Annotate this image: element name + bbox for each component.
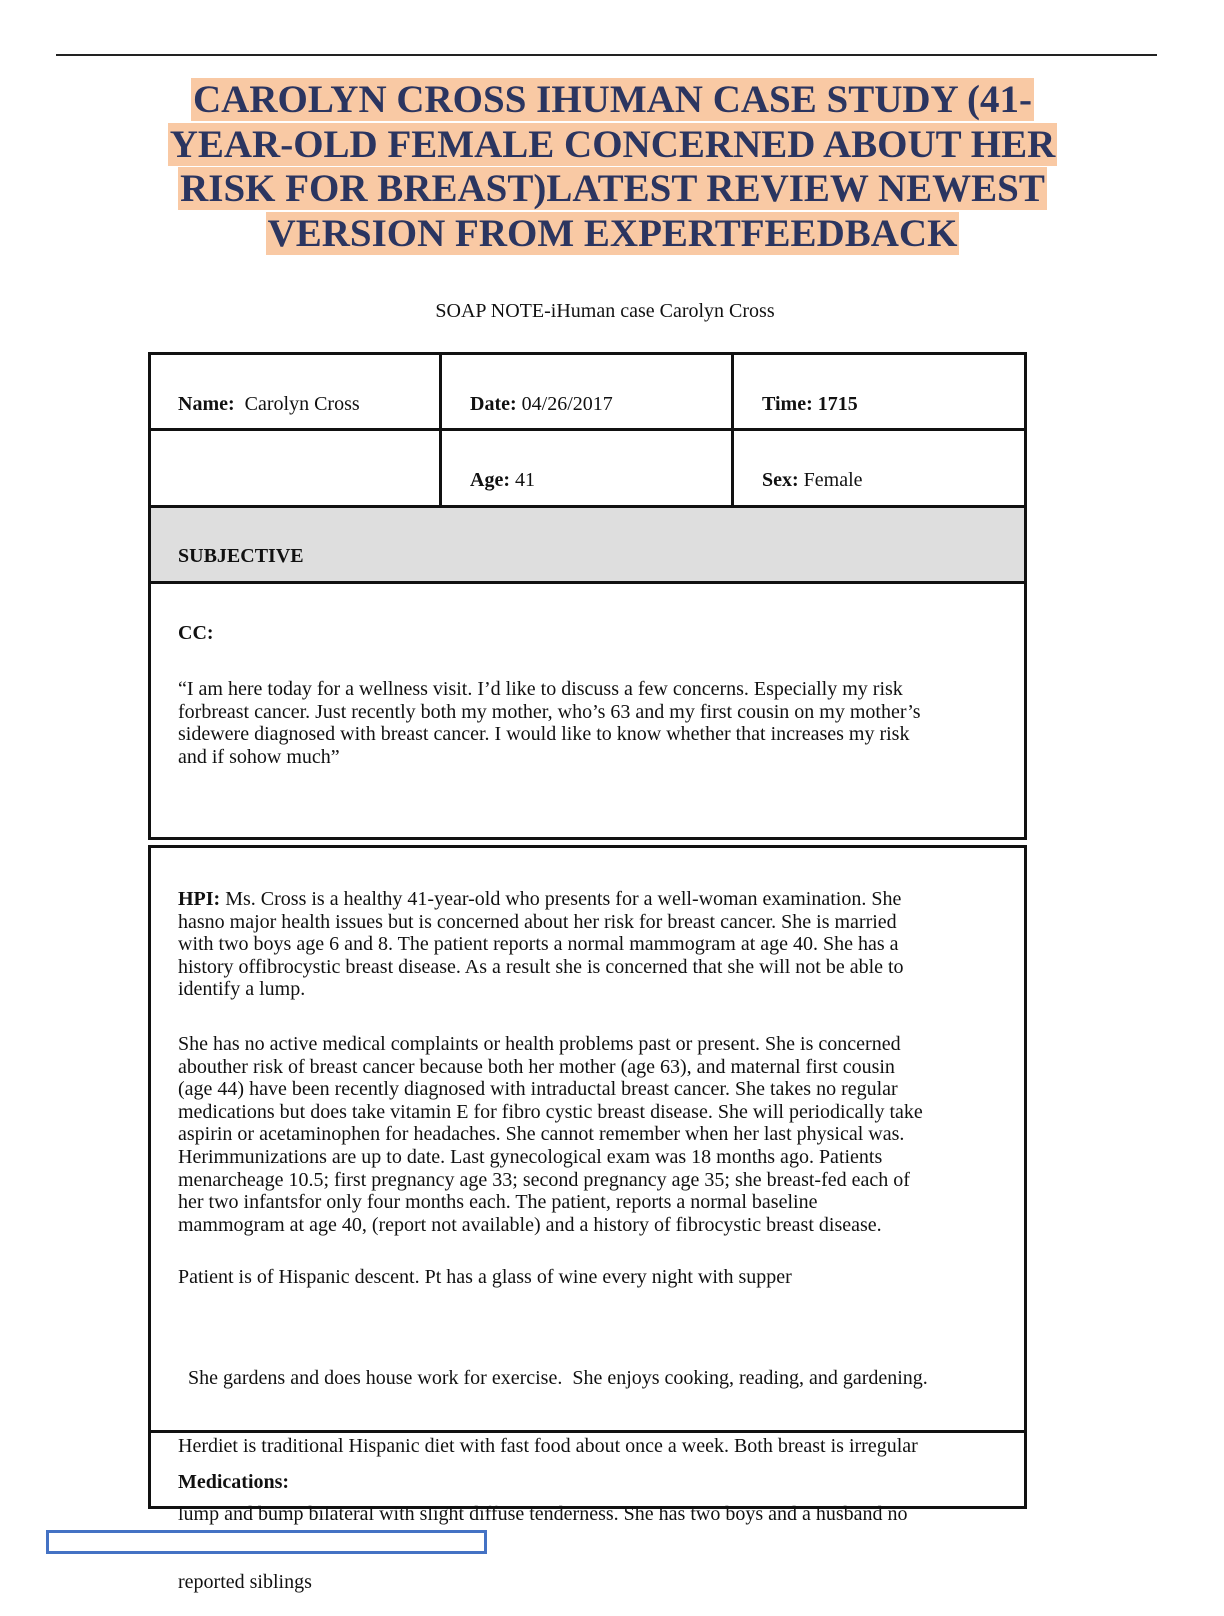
hpi-p1-line: with two boys age 6 and 8. The patient reports a normal mammogram at age 40. She has a [178, 933, 899, 956]
age-label: Age: [470, 469, 510, 491]
header-col-divider-1 [439, 352, 442, 508]
hpi-label: HPI: [178, 888, 221, 910]
cc-quote [178, 678, 998, 768]
cc-label-text: CC: [178, 622, 214, 644]
sex-value: Female [803, 469, 863, 491]
medications-label [178, 1471, 289, 1494]
hpi-p1-line: identify a lump. [178, 978, 306, 1001]
hpi-p4-line: reported siblings [178, 1570, 312, 1593]
hpi-p4-line: lump and bump bilateral with slight diffuse tenderness. She has two boys and a husband no [178, 1502, 908, 1525]
subjective-heading-text: SUBJECTIVE [178, 545, 304, 567]
time-label: Time: 1715 [762, 393, 858, 415]
document-title [130, 78, 1095, 256]
title-line-4: VERSION FROM EXPERTFEEDBACK [267, 211, 958, 255]
hpi-paragraph-3: Patient is of Hispanic descent. Pt has a glass of wine every night with supper [178, 1266, 792, 1288]
subjective-heading [178, 545, 304, 568]
cc-line-4: and if sohow much” [178, 745, 340, 768]
cc-line-3: sidewere diagnosed with breast cancer. I would like to know whether that increases my risk [178, 723, 910, 746]
title-line-1: CAROLYN CROSS IHUMAN CASE STUDY (41- [193, 78, 1032, 121]
hpi-p2-line: menarcheage 10.5; first pregnancy age 33; second pregnancy age 35; she breast-fed each of [178, 1168, 910, 1191]
hpi-p1-line: hasno major health issues but is concerned about her risk for breast cancer. She is married [178, 910, 897, 933]
hpi-p4-line: She gardens and does house work for exercise. She enjoys cooking, reading, and gardening. [178, 1367, 928, 1390]
cc-line-2: forbreast cancer. Just recently both my mother, who’s 63 and my first cousin on my mother’s [178, 700, 921, 723]
hpi-p2-line: mammogram at age 40, (report not available) and a history of fibrocystic breast disease. [178, 1213, 882, 1236]
hpi-p2-line: She has no active medical complaints or health problems past or present. She is concerned [178, 1033, 901, 1055]
date-field [470, 393, 613, 416]
medications-label-text: Medications: [178, 1471, 290, 1493]
hpi-p2-line: abouther risk of breast cancer because both her mother (age 63), and maternal first cousin [178, 1055, 895, 1078]
title-line-2: YEAR-OLD FEMALE CONCERNED ABOUT HER [169, 122, 1056, 166]
time-field [762, 393, 858, 416]
cc-line-1: “I am here today for a wellness visit. I’d like to discuss a few concerns. Especially my risk [178, 678, 903, 700]
sex-label: Sex: [762, 469, 799, 491]
age-field [470, 469, 535, 492]
name-field [178, 393, 360, 416]
age-value: 41 [514, 469, 535, 491]
hpi-p1-first: Ms. Cross is a healthy 41-year-old who presents for a well-woman examination. She [220, 888, 902, 910]
hpi-p2-line: medications but does take vitamin E for fibro cystic breast disease. She will periodically take [178, 1100, 923, 1123]
hpi-p1-line: history offibrocystic breast disease. As a result she is concerned that she will not be able to [178, 955, 904, 978]
hpi-p2-line: her two infantsfor only four months each. The patient, reports a normal baseline [178, 1191, 818, 1214]
hpi-paragraph-2 [178, 1033, 998, 1236]
date-value: 04/26/2017 [521, 393, 613, 415]
title-line-3: RISK FOR BREAST)LATEST REVIEW NEWEST [180, 167, 1045, 210]
header-row-divider [148, 428, 1027, 431]
name-label: Name: [178, 393, 235, 415]
hpi-p2-line: aspirin or acetaminophen for headaches. She cannot remember when her last physical was. [178, 1123, 905, 1146]
blue-outlined-bar [46, 1530, 487, 1554]
hpi-p2-line: Herimmunizations are up to date. Last gynecological exam was 18 months ago. Patients [178, 1145, 883, 1168]
document-subtitle: SOAP NOTE-iHuman case Carolyn Cross [435, 300, 775, 322]
sex-field [762, 469, 863, 492]
header-col-divider-2 [731, 352, 734, 508]
date-label: Date: [470, 393, 517, 415]
cc-label [178, 622, 214, 645]
top-rule [56, 54, 1157, 56]
hpi-paragraph-1 [178, 888, 998, 1001]
hpi-p4-line: Herdiet is traditional Hispanic diet with fast food about once a week. Both breast is irregular [178, 1434, 918, 1457]
hpi-paragraph-4 [178, 1322, 998, 1616]
hpi-p2-line: (age 44) have been recently diagnosed with intraductal breast cancer. She takes no regular [178, 1078, 898, 1101]
name-value: Carolyn Cross [244, 393, 360, 415]
